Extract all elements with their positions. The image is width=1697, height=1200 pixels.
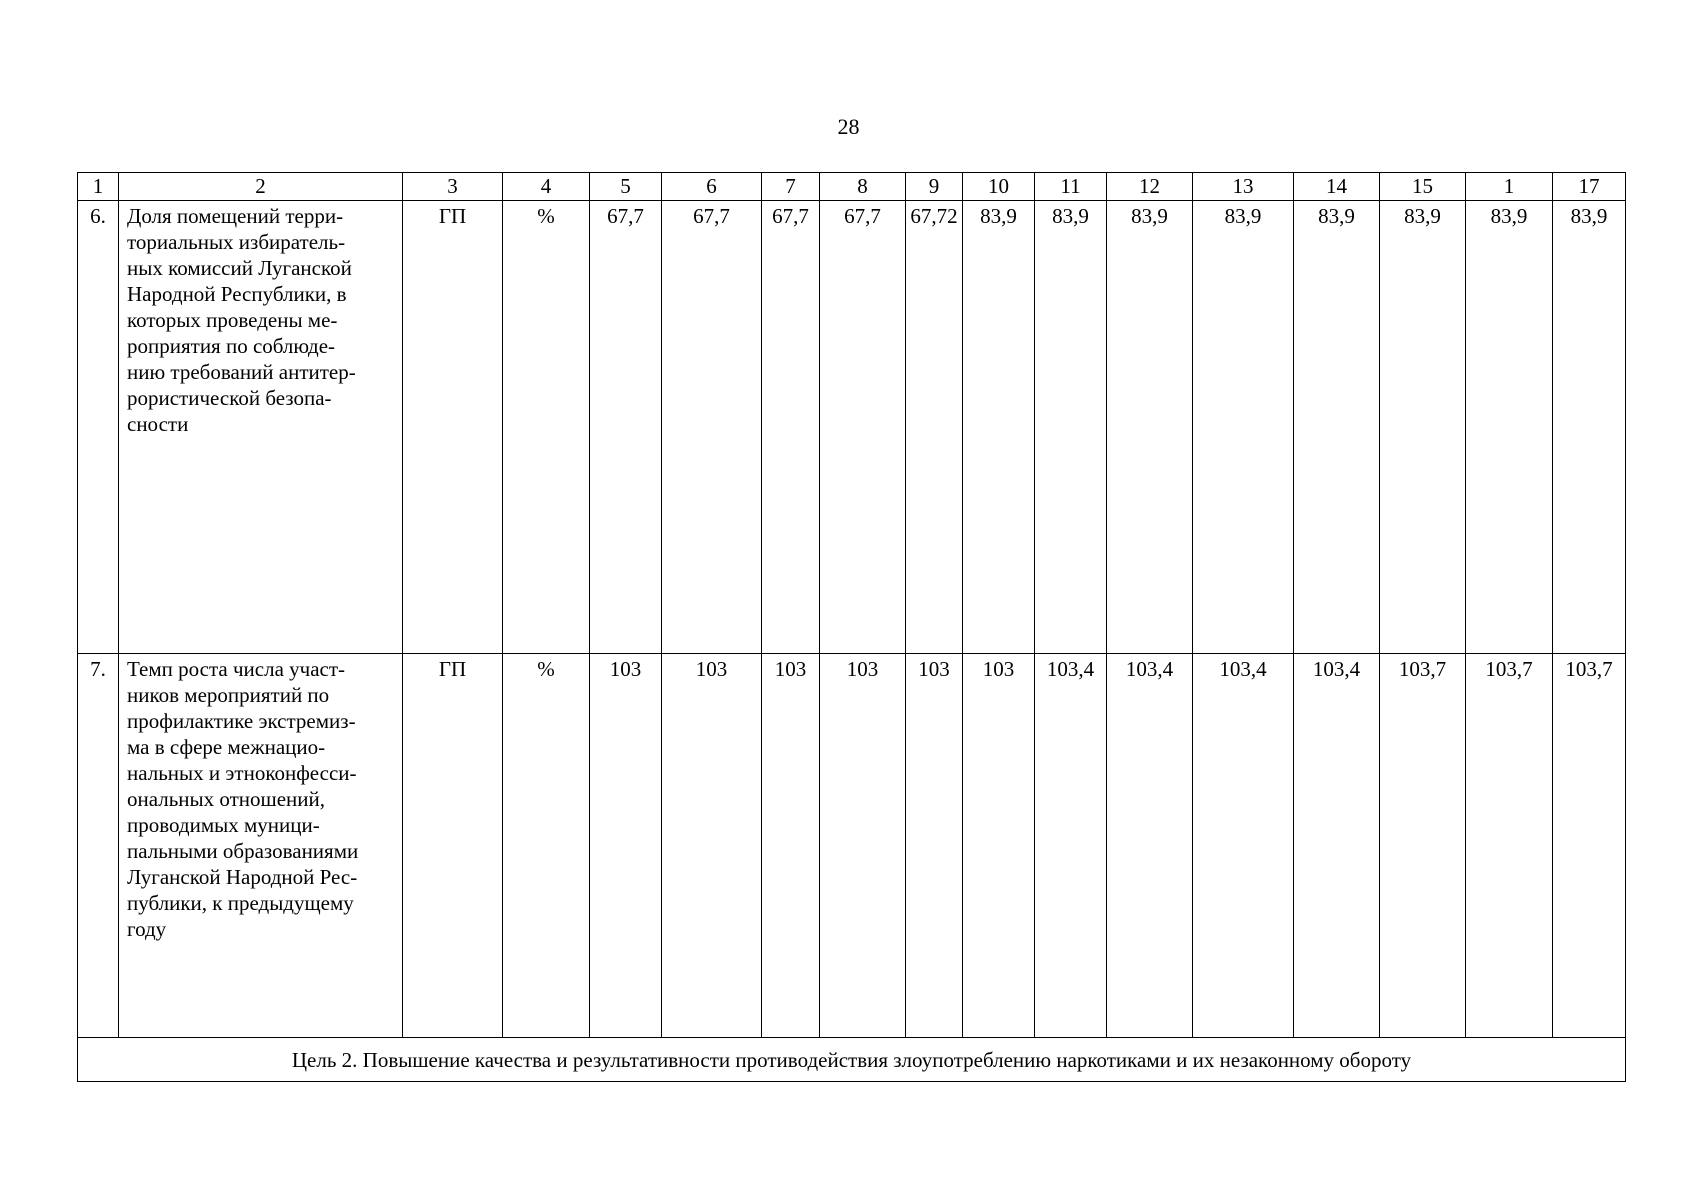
table-row xyxy=(78,654,1626,1038)
row-number: 6. xyxy=(78,201,119,654)
header-cell: 13 xyxy=(1193,173,1294,201)
header-cell: 3 xyxy=(403,173,503,201)
value-cell: 67,72 xyxy=(906,201,963,654)
value-cell: 103,7 xyxy=(1466,654,1553,1038)
value-cell: 83,9 xyxy=(1193,201,1294,654)
header-cell: 15 xyxy=(1380,173,1466,201)
indicator-name-line: профилактике экстремиз- xyxy=(127,709,356,733)
value-cell: 103,4 xyxy=(1193,654,1294,1038)
indicators-table xyxy=(77,172,1626,1082)
value-cell: 103,4 xyxy=(1294,654,1380,1038)
header-cell: 7 xyxy=(762,173,820,201)
indicator-unit: % xyxy=(503,654,590,1038)
header-cell: 8 xyxy=(820,173,906,201)
value-cell: 103,4 xyxy=(1035,654,1107,1038)
header-cell: 6 xyxy=(662,173,762,201)
indicator-name-line: нию требований антитер- xyxy=(127,360,356,384)
indicator-name-line: Луганской Народной Рес- xyxy=(127,865,358,889)
header-cell: 2 xyxy=(119,173,403,201)
value-cell: 103,7 xyxy=(1553,654,1626,1038)
value-cell: 103 xyxy=(590,654,662,1038)
row-number: 7. xyxy=(78,654,119,1038)
indicator-unit: % xyxy=(503,201,590,654)
value-cell: 83,9 xyxy=(963,201,1035,654)
value-cell: 103 xyxy=(963,654,1035,1038)
indicator-name-line: ников мероприятий по xyxy=(127,683,330,707)
header-cell: 14 xyxy=(1294,173,1380,201)
value-cell: 103 xyxy=(906,654,963,1038)
table-row xyxy=(78,201,1626,654)
indicator-name-line: Темп роста числа участ- xyxy=(127,657,346,681)
header-cell: 1 xyxy=(1466,173,1553,201)
header-cell: 1 xyxy=(78,173,119,201)
header-cell: 17 xyxy=(1553,173,1626,201)
page-number: 28 xyxy=(837,114,860,139)
indicator-type: ГП xyxy=(403,654,503,1038)
indicator-name-line: которых проведены ме- xyxy=(127,308,338,332)
value-cell: 83,9 xyxy=(1466,201,1553,654)
indicator-name-line: ториальных избиратель- xyxy=(127,230,346,254)
header-cell: 9 xyxy=(906,173,963,201)
value-cell: 67,7 xyxy=(590,201,662,654)
header-cell: 4 xyxy=(503,173,590,201)
goal-text: Цель 2. Повышение качества и результативности противодействия злоупотреблению наркотиками и их незаконному обороту xyxy=(78,1038,1626,1082)
indicator-name-line: ма в сфере межнацио- xyxy=(127,735,326,759)
indicator-name-line: Народной Республики, в xyxy=(127,282,347,306)
indicator-name-line: пальными образованиями xyxy=(127,839,359,863)
value-cell: 83,9 xyxy=(1107,201,1193,654)
value-cell: 103,4 xyxy=(1107,654,1193,1038)
value-cell: 103,7 xyxy=(1380,654,1466,1038)
indicator-name-line: публики, к предыдущему xyxy=(127,891,354,915)
header-cell: 11 xyxy=(1035,173,1107,201)
indicator-name-line: году xyxy=(127,917,167,941)
header-row xyxy=(78,173,1626,201)
indicator-name xyxy=(119,201,403,654)
value-cell: 83,9 xyxy=(1553,201,1626,654)
value-cell: 83,9 xyxy=(1035,201,1107,654)
header-cell: 12 xyxy=(1107,173,1193,201)
value-cell: 67,7 xyxy=(762,201,820,654)
goal-row xyxy=(78,1038,1626,1082)
indicator-name-line: Доля помещений терри- xyxy=(127,204,344,228)
value-cell: 67,7 xyxy=(662,201,762,654)
indicator-name-line: нальных и этноконфесси- xyxy=(127,761,357,785)
indicator-name-line: ных комиссий Луганской xyxy=(127,256,352,280)
value-cell: 103 xyxy=(762,654,820,1038)
header-cell: 10 xyxy=(963,173,1035,201)
value-cell: 103 xyxy=(820,654,906,1038)
value-cell: 67,7 xyxy=(820,201,906,654)
indicator-name xyxy=(119,654,403,1038)
indicator-type: ГП xyxy=(403,201,503,654)
indicator-name-line: рористической безопа- xyxy=(127,386,332,410)
indicator-name-line: проводимых муници- xyxy=(127,813,320,837)
header-cell: 5 xyxy=(590,173,662,201)
value-cell: 83,9 xyxy=(1380,201,1466,654)
indicator-name-line: сности xyxy=(127,412,189,436)
value-cell: 83,9 xyxy=(1294,201,1380,654)
value-cell: 103 xyxy=(662,654,762,1038)
indicator-name-line: роприятия по соблюде- xyxy=(127,334,336,358)
indicator-name-line: ональных отношений, xyxy=(127,787,325,811)
